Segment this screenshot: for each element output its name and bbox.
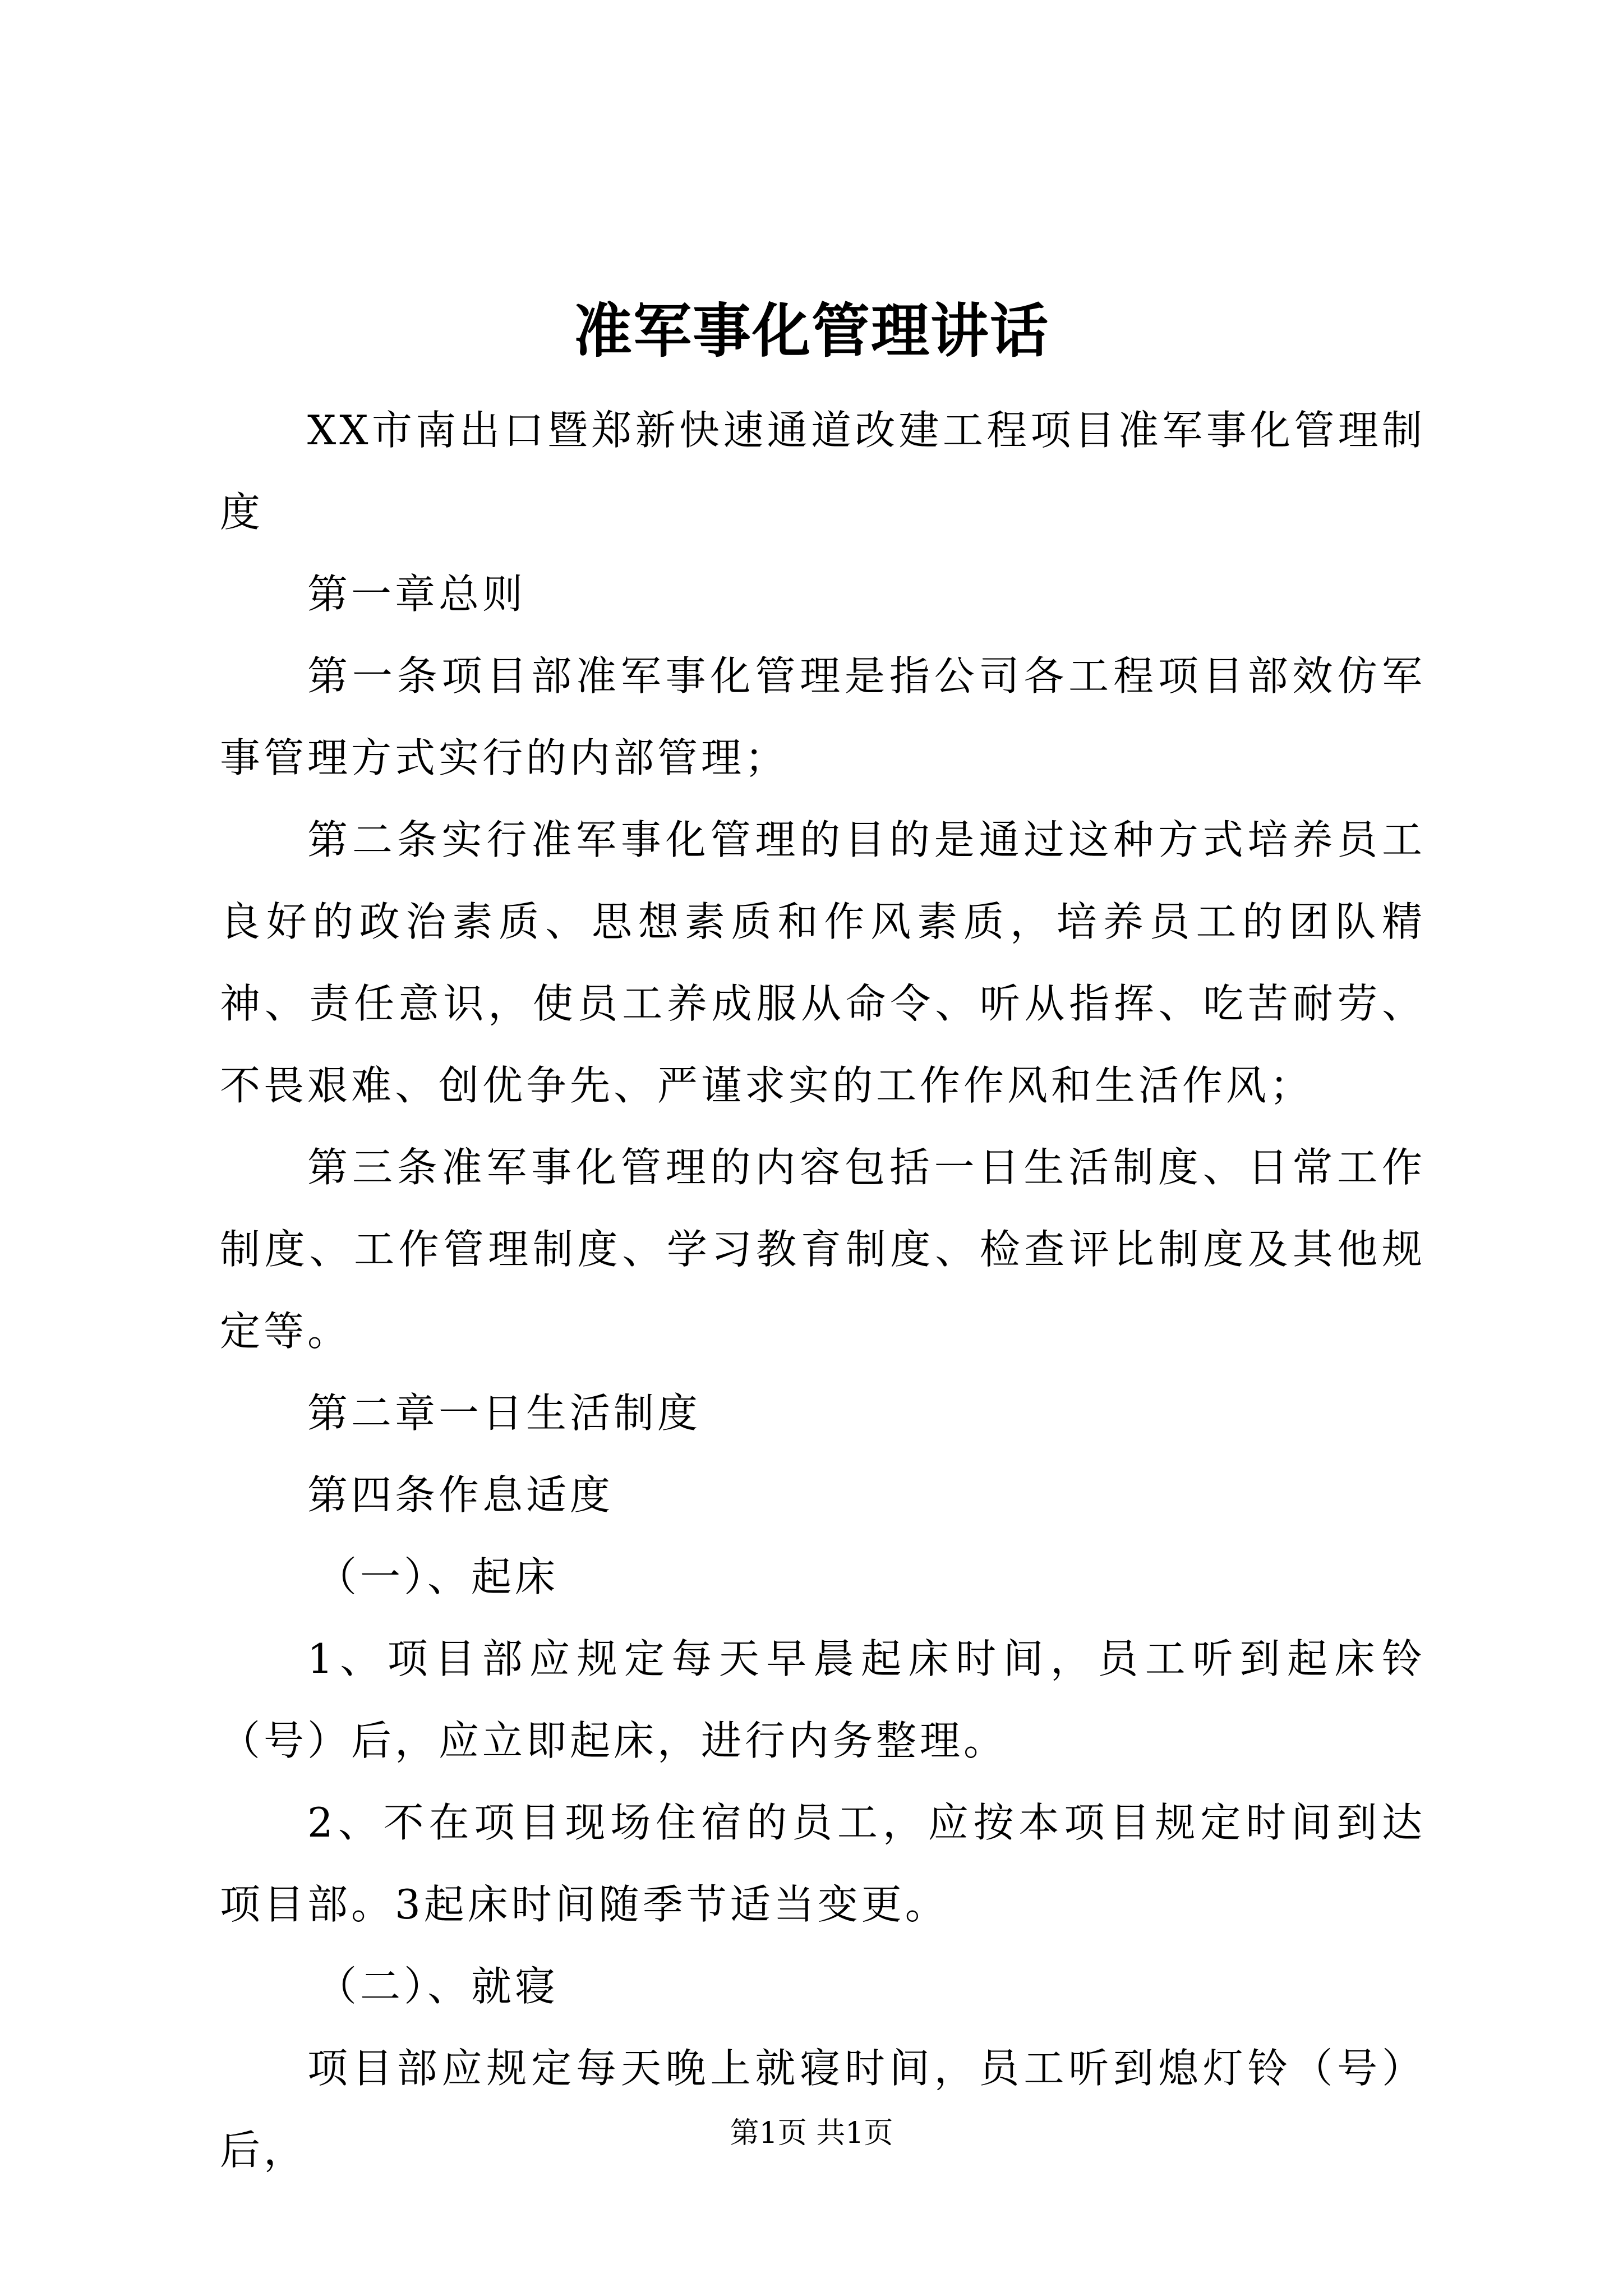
paragraph-section-bedtime: （二）、就寝 <box>316 1963 559 2010</box>
document-body <box>220 389 1426 2191</box>
paragraph-article-2: 第二条实行准军事化管理的目的是通过这种方式培养员工良好的政治素质、思想素质和作风素质，培养员工的团队精神、责任意识，使员工养成服从命令、听从指挥、吃苦耐劳、不畏艰难、创优争先、严谨求实的工作作风和生活作风； <box>220 816 1426 1109</box>
paragraph-chapter-1: 第一章总则 <box>307 570 527 618</box>
page-number-label: 第1页 共1页 <box>730 2116 893 2150</box>
page-footer <box>0 2114 1623 2153</box>
document-title: 准军事化管理讲话 <box>573 296 1049 365</box>
paragraph-article-3: 第三条准军事化管理的内容包括一日生活制度、日常工作制度、工作管理制度、学习教育制度、检查评比制度及其他规定等。 <box>220 1144 1426 1355</box>
paragraph-chapter-2: 第二章一日生活制度 <box>307 1389 702 1437</box>
paragraph-article-1: 第一条项目部准军事化管理是指公司各工程项目部效仿军事管理方式实行的内部管理； <box>220 652 1426 781</box>
paragraph-section-wakeup: （一）、起床 <box>316 1553 559 1600</box>
paragraph-intro: XX市南出口暨郑新快速通道改建工程项目准军事化管理制度 <box>220 407 1426 536</box>
paragraph-article-4: 第四条作息适度 <box>307 1471 614 1519</box>
paragraph-wakeup-item-2: 2、不在项目现场住宿的员工，应按本项目规定时间到达项目部。3起床时间随季节适当变更。 <box>220 1799 1426 1928</box>
paragraph-wakeup-item-1: 1、项目部应规定每天早晨起床时间，员工听到起床铃（号）后，应立即起床，进行内务整理。 <box>220 1635 1426 1764</box>
paragraph-bedtime-text: 项目部应规定每天晚上就寝时间，员工听到熄灯铃（号）后， <box>220 2045 1426 2174</box>
